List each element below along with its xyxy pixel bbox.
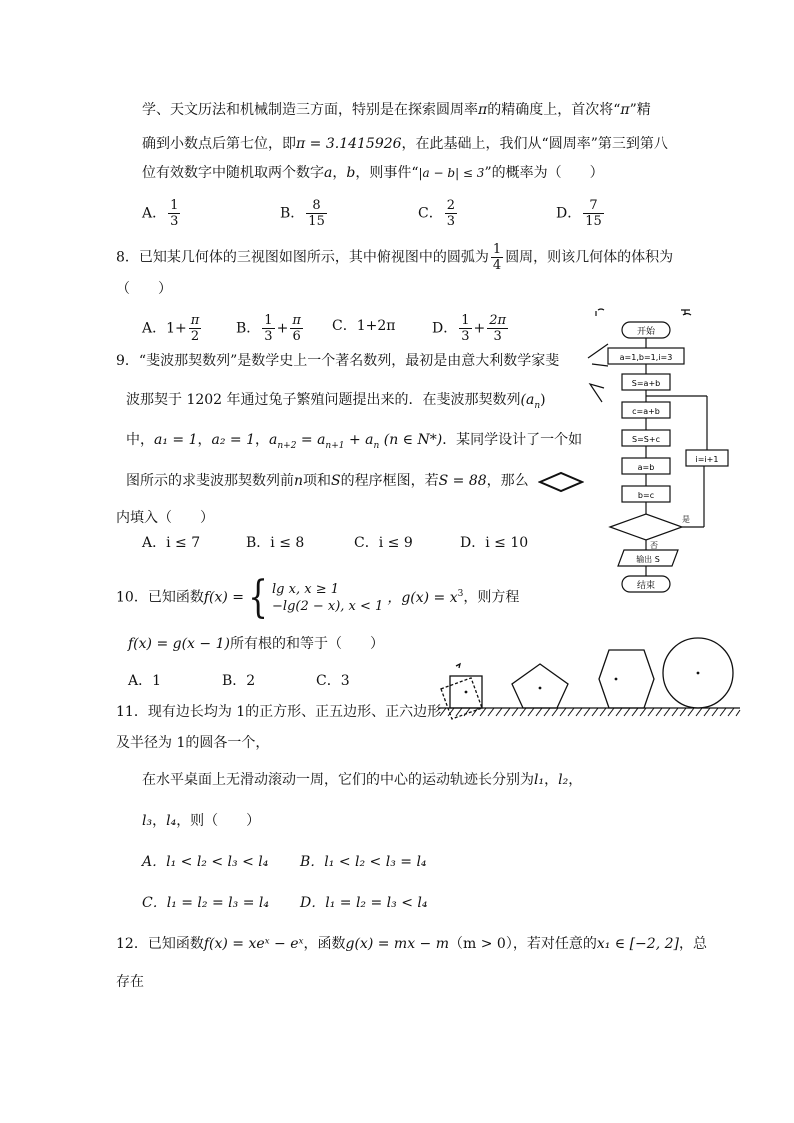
brace: { — [248, 571, 268, 623]
fraction: $\frac{8}{15}$ — [308, 198, 325, 229]
fraction: $\frac{1}{3}$ — [461, 313, 470, 344]
q9-line-5: 内填入（ ） — [116, 510, 214, 526]
q10-line-2: f(x) = g(x − 1)所有根的和等于（ ） — [128, 636, 384, 652]
fraction: $\frac{\pi}{2}$ — [190, 313, 200, 344]
q8-option-b: B． $\frac{1}{3}$ + $\frac{\pi}{6}$ — [236, 313, 301, 344]
flow-start-text: 开始 — [636, 327, 656, 337]
fraction: $\frac{1}{3}$ — [264, 313, 273, 344]
q7-option-d: D． $\frac{7}{15}$ — [556, 198, 602, 229]
flow-condition — [610, 514, 682, 540]
q8-option-d: D． $\frac{1}{3}$ + $\frac{2\pi}{3}$ — [432, 313, 507, 344]
q7-option-c: C． $\frac{2}{3}$ — [418, 198, 455, 229]
q7-line-1: 学、天文历法和机械制造三方面，特别是在探索圆周率π的精确度上，首次将“π”精 — [142, 102, 651, 118]
q11-option-d: D．l₁ = l₂ = l₃ < l₄ — [300, 895, 428, 911]
q8-option-a: A．1+ $\frac{\pi}{2}$ — [142, 313, 200, 344]
flow-output-text: 输出 S — [636, 555, 660, 564]
fraction: $\frac{1}{3}$ — [170, 198, 179, 229]
diamond-blank-icon — [538, 471, 584, 493]
flow-s5-text: b=c — [637, 491, 655, 500]
flow-yes-label: 是 — [682, 515, 690, 524]
q9-line-3: 中，a₁ = 1，a₂ = 1，$a_{n+2} = a_{n+1} + a_n$ (n ∈ N*)．某同学设计了一个如 — [126, 432, 583, 451]
q8-line-1: 8．已知某几何体的三视图如图所示，其中俯视图中的圆弧为 $\frac{1}{4}$ 圆周，则该几何体的体积为 — [116, 242, 674, 273]
flow-s1-text: S=a+b — [631, 379, 661, 388]
q9-option-c: C．i ≤ 9 — [354, 535, 413, 551]
q11-option-a: A．l₁ < l₂ < l₃ < l₄ — [142, 854, 269, 870]
q11-line-2: 及半径为 1的圆各一个， — [116, 735, 270, 751]
flow-end-text: 结束 — [636, 581, 656, 591]
flow-s2-text: c=a+b — [632, 407, 660, 416]
fraction: $\frac{2\pi}{3}$ — [489, 313, 507, 344]
q9-line-1: 9．“斐波那契数列”是数学史上一个著名数列，最初是由意大利数学家斐 — [116, 353, 560, 369]
fraction: $\frac{2}{3}$ — [446, 198, 455, 229]
q9-option-b: B．i ≤ 8 — [246, 535, 305, 551]
q8-option-c: C．1+2π — [332, 318, 396, 334]
q11-line-3: 在水平桌面上无滑动滚动一周，它们的中心的运动轨迹长分别为l₁，l₂， — [142, 772, 583, 788]
q11-option-c: C．l₁ = l₂ = l₃ = l₄ — [142, 895, 269, 911]
q12-line-1: 12．已知函数f(x) = xeˣ − eˣ，函数g(x) = mx − m（m > 0），若对任意的x₁ ∈ [−2, 2]，总 — [116, 936, 707, 952]
rolling-shapes-figure — [436, 636, 742, 720]
q11-option-b: B．l₁ < l₂ < l₃ = l₄ — [300, 854, 427, 870]
q7-line-3: 位有效数字中随机取两个数字a，b，则事件“|a − b| ≤ 3”的概率为（ ） — [142, 165, 604, 181]
flow-s3-text: S=S+c — [632, 435, 660, 444]
q7-option-a: A． $\frac{1}{3}$ — [142, 198, 179, 229]
fraction: $\frac{1}{4}$ — [492, 242, 502, 273]
flow-no-label: 否 — [650, 541, 658, 550]
flow-inc-text: i=i+1 — [695, 455, 719, 464]
fraction: $\frac{\pi}{6}$ — [292, 313, 301, 344]
flowchart — [586, 306, 746, 602]
q10-option-c: C．3 — [316, 673, 350, 689]
pentagon-shape — [512, 664, 568, 708]
hexagon-shape — [599, 650, 654, 708]
q9-option-a: A．i ≤ 7 — [142, 535, 201, 551]
q9-line-2: 波那契于 1202 年通过兔子繁殖问题提出来的．在斐波那契数列$(a_n)$ — [126, 392, 546, 411]
piecewise-cases: lg x, x ≥ 1 −lg(2 − x), x < 1 — [272, 581, 384, 614]
flow-init-text: a=1,b=1,i=3 — [619, 353, 673, 362]
fraction: $\frac{7}{15}$ — [585, 198, 602, 229]
q7-option-b: B． $\frac{8}{15}$ — [280, 198, 325, 229]
flow-s4-text: a=b — [637, 463, 655, 472]
q9-line-4: 图所示的求斐波那契数列前n项和S的程序框图，若S = 88，那么 — [126, 473, 529, 489]
q7-line-2: 确到小数点后第七位，即π = 3.1415926，在此基础上，我们从“圆周率”第三到第八 — [142, 136, 668, 152]
q10-option-b: B．2 — [222, 673, 256, 689]
q12-line-2: 存在 — [116, 974, 144, 990]
q11-line-1: 11．现有边长均为 1的正方形、正五边形、正六边形 — [116, 704, 442, 720]
q8-line-2: （ ） — [116, 281, 172, 297]
q11-line-4: l₃，l₄，则（ ） — [142, 813, 261, 829]
q10-option-a: A．1 — [128, 673, 162, 689]
q9-option-d: D．i ≤ 10 — [460, 535, 529, 551]
q10-line-1: 10．已知函数f(x) ={ lg x, x ≥ 1 −lg(2 − x), x < 1 ，$g(x) = x^3$，则方程 — [116, 571, 520, 623]
